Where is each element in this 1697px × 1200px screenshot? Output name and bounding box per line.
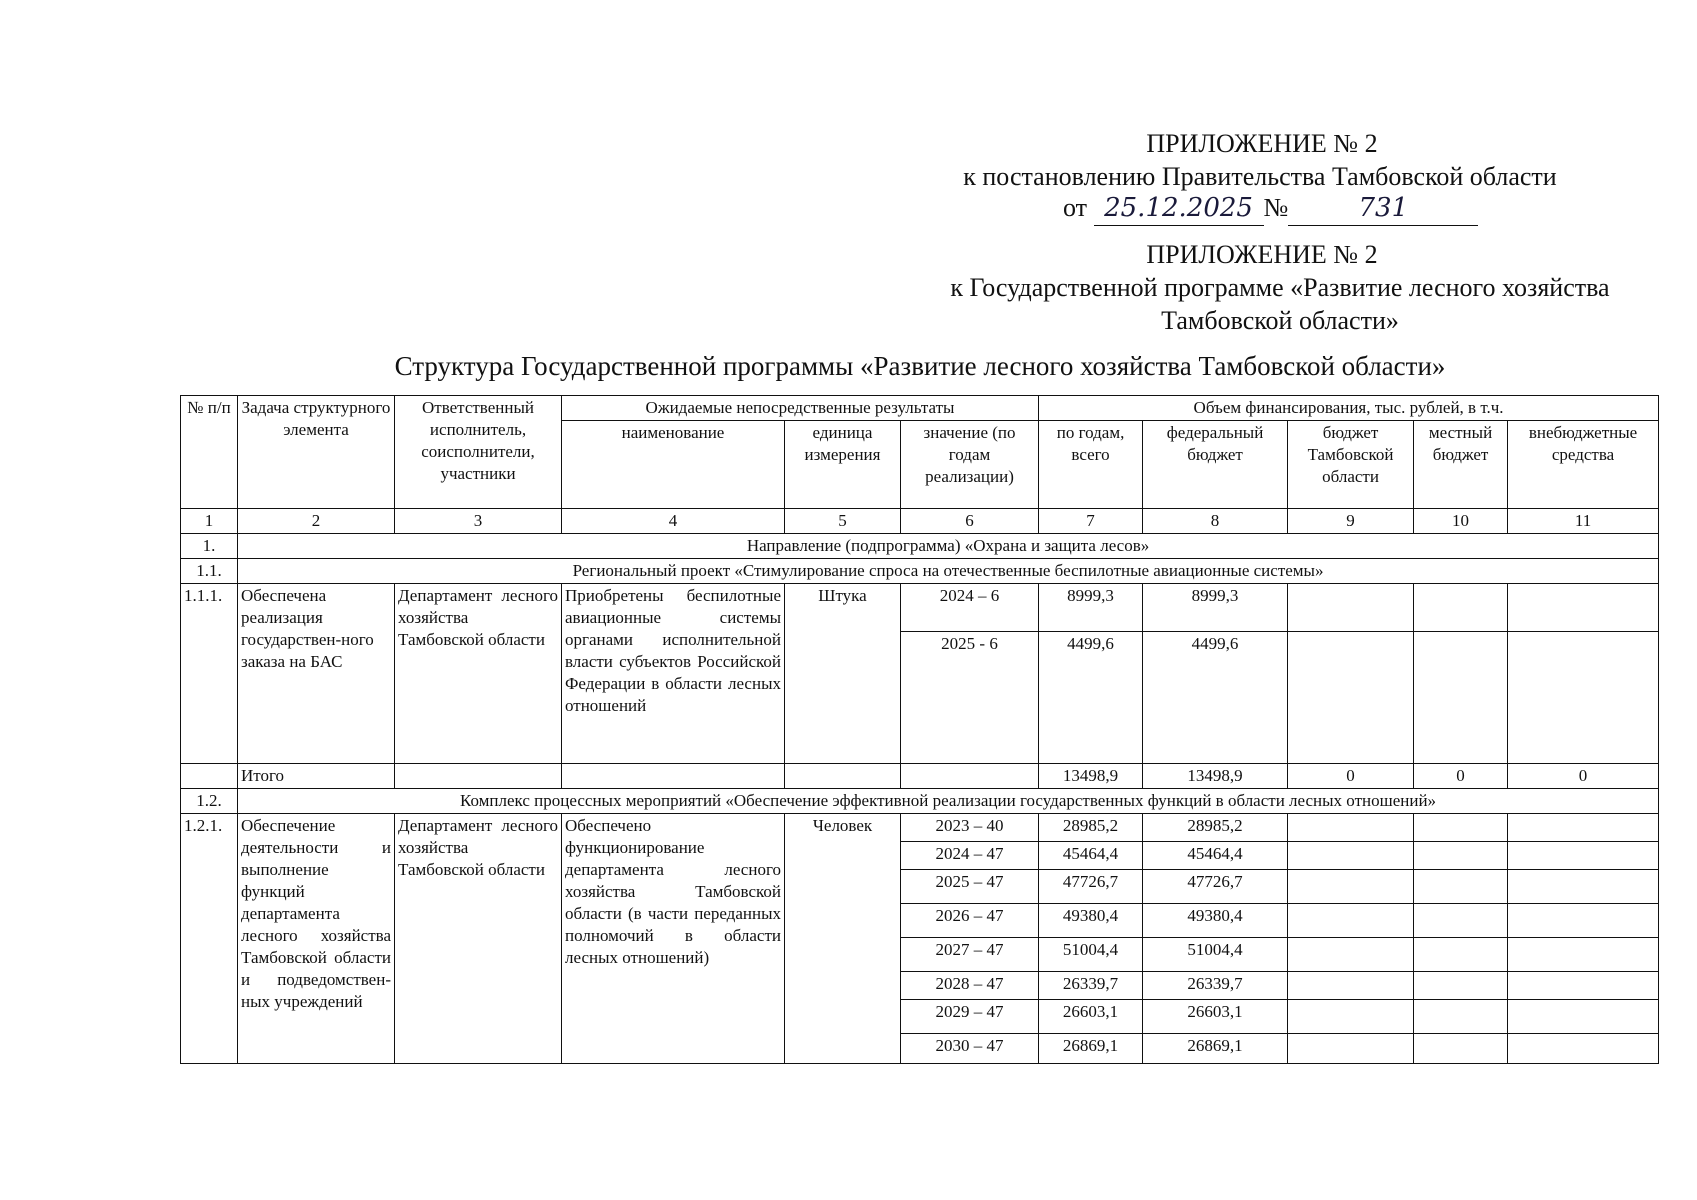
item-fin-federal: 4499,6 (1143, 632, 1288, 764)
subsection-row (181, 559, 1659, 584)
item-fin-total: 49380,4 (1039, 904, 1143, 938)
total-empty (562, 764, 785, 789)
item-value: 2024 – 6 (901, 584, 1039, 632)
item-fin-extrabudget (1508, 1034, 1659, 1064)
section-row (181, 534, 1659, 559)
header-results-group: Ожидаемые непосредственные результаты (562, 396, 1039, 421)
item-fin-local (1414, 814, 1508, 842)
column-number: 6 (901, 509, 1039, 534)
subsection-row (181, 789, 1659, 814)
item-fin-federal: 49380,4 (1143, 904, 1288, 938)
total-label: Итого (238, 764, 395, 789)
header-num: № п/п (181, 396, 238, 509)
item-fin-total: 4499,6 (1039, 632, 1143, 764)
header-task: Задача структурного элемента (238, 396, 395, 509)
item-fin-extrabudget (1508, 584, 1659, 632)
item-responsible: Департамент лесного хозяйства Тамбовской области (395, 814, 562, 1064)
item-fin-federal: 26339,7 (1143, 972, 1288, 1000)
item-unit: Человек (785, 814, 901, 1064)
item-fin-federal: 26603,1 (1143, 1000, 1288, 1034)
item-fin-total: 45464,4 (1039, 842, 1143, 870)
item-fin-federal: 51004,4 (1143, 938, 1288, 972)
total-fin-federal: 13498,9 (1143, 764, 1288, 789)
column-number: 10 (1414, 509, 1508, 534)
item-fin-local (1414, 842, 1508, 870)
item-value: 2027 – 47 (901, 938, 1039, 972)
header-fin-federal: федеральный бюджет (1143, 421, 1288, 509)
section-number: 1. (181, 534, 238, 559)
item-fin-local (1414, 870, 1508, 904)
program-reference-line1: к Государственной программе «Развитие лесного хозяйства (950, 273, 1610, 302)
total-number (181, 764, 238, 789)
item-result: Обеспечено функционирование департамента лесного хозяйства Тамбовской области (в части переданных полномочий в области лесных отношений) (562, 814, 785, 1064)
item-value: 2024 – 47 (901, 842, 1039, 870)
section-title: Комплекс процессных мероприятий «Обеспечение эффективной реализации государственных функций в области лесных отношений» (238, 789, 1659, 814)
item-fin-total: 26869,1 (1039, 1034, 1143, 1064)
date-prefix: от (1063, 193, 1088, 222)
header-result-name: наименование (562, 421, 785, 509)
table-row (181, 584, 1659, 632)
total-fin-local: 0 (1414, 764, 1508, 789)
column-number: 3 (395, 509, 562, 534)
column-number: 2 (238, 509, 395, 534)
item-fin-total: 26339,7 (1039, 972, 1143, 1000)
item-fin-regional (1288, 814, 1414, 842)
column-number: 11 (1508, 509, 1659, 534)
handwritten-date: 25.12.2025 (1094, 192, 1264, 226)
decree-reference: к постановлению Правительства Тамбовской области (963, 162, 1557, 191)
item-number: 1.2.1. (181, 814, 238, 1064)
item-fin-regional (1288, 1034, 1414, 1064)
item-fin-regional (1288, 904, 1414, 938)
section-title: Региональный проект «Стимулирование спроса на отечественные беспилотные авиационные системы» (238, 559, 1659, 584)
item-fin-local (1414, 1034, 1508, 1064)
table-row (181, 814, 1659, 842)
column-number: 7 (1039, 509, 1143, 534)
program-reference-line2: Тамбовской области» (1161, 306, 1399, 335)
header-result-unit: единица измерения (785, 421, 901, 509)
item-value: 2025 - 6 (901, 632, 1039, 764)
item-value: 2025 – 47 (901, 870, 1039, 904)
header-fin-regional: бюджет Тамбовской области (1288, 421, 1414, 509)
item-fin-local (1414, 904, 1508, 938)
item-fin-federal: 47726,7 (1143, 870, 1288, 904)
section-title: Направление (подпрограмма) «Охрана и защита лесов» (238, 534, 1659, 559)
total-empty (901, 764, 1039, 789)
total-row (181, 764, 1659, 789)
column-number: 8 (1143, 509, 1288, 534)
header-fin-local: местный бюджет (1414, 421, 1508, 509)
item-fin-extrabudget (1508, 972, 1659, 1000)
item-fin-regional (1288, 632, 1414, 764)
total-fin-total: 13498,9 (1039, 764, 1143, 789)
item-fin-local (1414, 1000, 1508, 1034)
total-empty (395, 764, 562, 789)
item-fin-regional (1288, 842, 1414, 870)
program-appendix-heading: ПРИЛОЖЕНИЕ № 2 (1146, 240, 1378, 269)
item-result: Приобретены беспилотные авиационные системы органами исполнительной власти субъектов Российской Федерации в области лесных отношений (562, 584, 785, 764)
header-result-value: значение (по годам реализации) (901, 421, 1039, 509)
item-fin-extrabudget (1508, 938, 1659, 972)
item-number: 1.1.1. (181, 584, 238, 764)
item-fin-federal: 26869,1 (1143, 1034, 1288, 1064)
item-fin-extrabudget (1508, 632, 1659, 764)
item-fin-regional (1288, 1000, 1414, 1034)
item-value: 2026 – 47 (901, 904, 1039, 938)
column-number: 4 (562, 509, 785, 534)
section-number: 1.1. (181, 559, 238, 584)
item-fin-total: 28985,2 (1039, 814, 1143, 842)
item-value: 2028 – 47 (901, 972, 1039, 1000)
item-fin-regional (1288, 870, 1414, 904)
item-fin-regional (1288, 584, 1414, 632)
item-value: 2029 – 47 (901, 1000, 1039, 1034)
item-fin-extrabudget (1508, 1000, 1659, 1034)
item-fin-federal: 45464,4 (1143, 842, 1288, 870)
header-responsible: Ответственный исполнитель, соисполнители, участники (395, 396, 562, 509)
item-value: 2030 – 47 (901, 1034, 1039, 1064)
item-fin-extrabudget (1508, 814, 1659, 842)
total-fin-regional: 0 (1288, 764, 1414, 789)
header-fin-extrabudget: внебюджетные средства (1508, 421, 1659, 509)
column-number: 5 (785, 509, 901, 534)
item-task: Обеспечена реализация государствен-ного заказа на БАС (238, 584, 395, 764)
item-fin-total: 8999,3 (1039, 584, 1143, 632)
item-fin-extrabudget (1508, 842, 1659, 870)
item-fin-total: 51004,4 (1039, 938, 1143, 972)
item-fin-extrabudget (1508, 904, 1659, 938)
document-title: Структура Государственной программы «Развитие лесного хозяйства Тамбовской области» (394, 351, 1446, 381)
item-fin-federal: 28985,2 (1143, 814, 1288, 842)
column-number: 1 (181, 509, 238, 534)
item-fin-total: 26603,1 (1039, 1000, 1143, 1034)
header-financing-group: Объем финансирования, тыс. рублей, в т.ч. (1039, 396, 1659, 421)
item-fin-extrabudget (1508, 870, 1659, 904)
item-unit: Штука (785, 584, 901, 764)
item-fin-local (1414, 584, 1508, 632)
total-fin-extrabudget: 0 (1508, 764, 1659, 789)
item-fin-regional (1288, 938, 1414, 972)
column-number-row (181, 509, 1659, 534)
column-number: 9 (1288, 509, 1414, 534)
handwritten-number: 731 (1288, 192, 1478, 226)
item-fin-regional (1288, 972, 1414, 1000)
item-fin-local (1414, 938, 1508, 972)
program-structure-table (180, 395, 1659, 1064)
header-row-top (181, 396, 1659, 421)
item-fin-local (1414, 632, 1508, 764)
header-fin-total: по годам, всего (1039, 421, 1143, 509)
item-value: 2023 – 40 (901, 814, 1039, 842)
item-fin-local (1414, 972, 1508, 1000)
number-sign: № (1263, 193, 1289, 222)
section-number: 1.2. (181, 789, 238, 814)
item-fin-federal: 8999,3 (1143, 584, 1288, 632)
total-empty (785, 764, 901, 789)
decree-date-line (1063, 191, 1503, 226)
item-task: Обеспечение деятельности и выполнение функций департамента лесного хозяйства Тамбовской области и подведомствен-ных учреждений (238, 814, 395, 1064)
item-fin-total: 47726,7 (1039, 870, 1143, 904)
item-responsible: Департамент лесного хозяйства Тамбовской области (395, 584, 562, 764)
appendix-heading: ПРИЛОЖЕНИЕ № 2 (1146, 129, 1378, 158)
